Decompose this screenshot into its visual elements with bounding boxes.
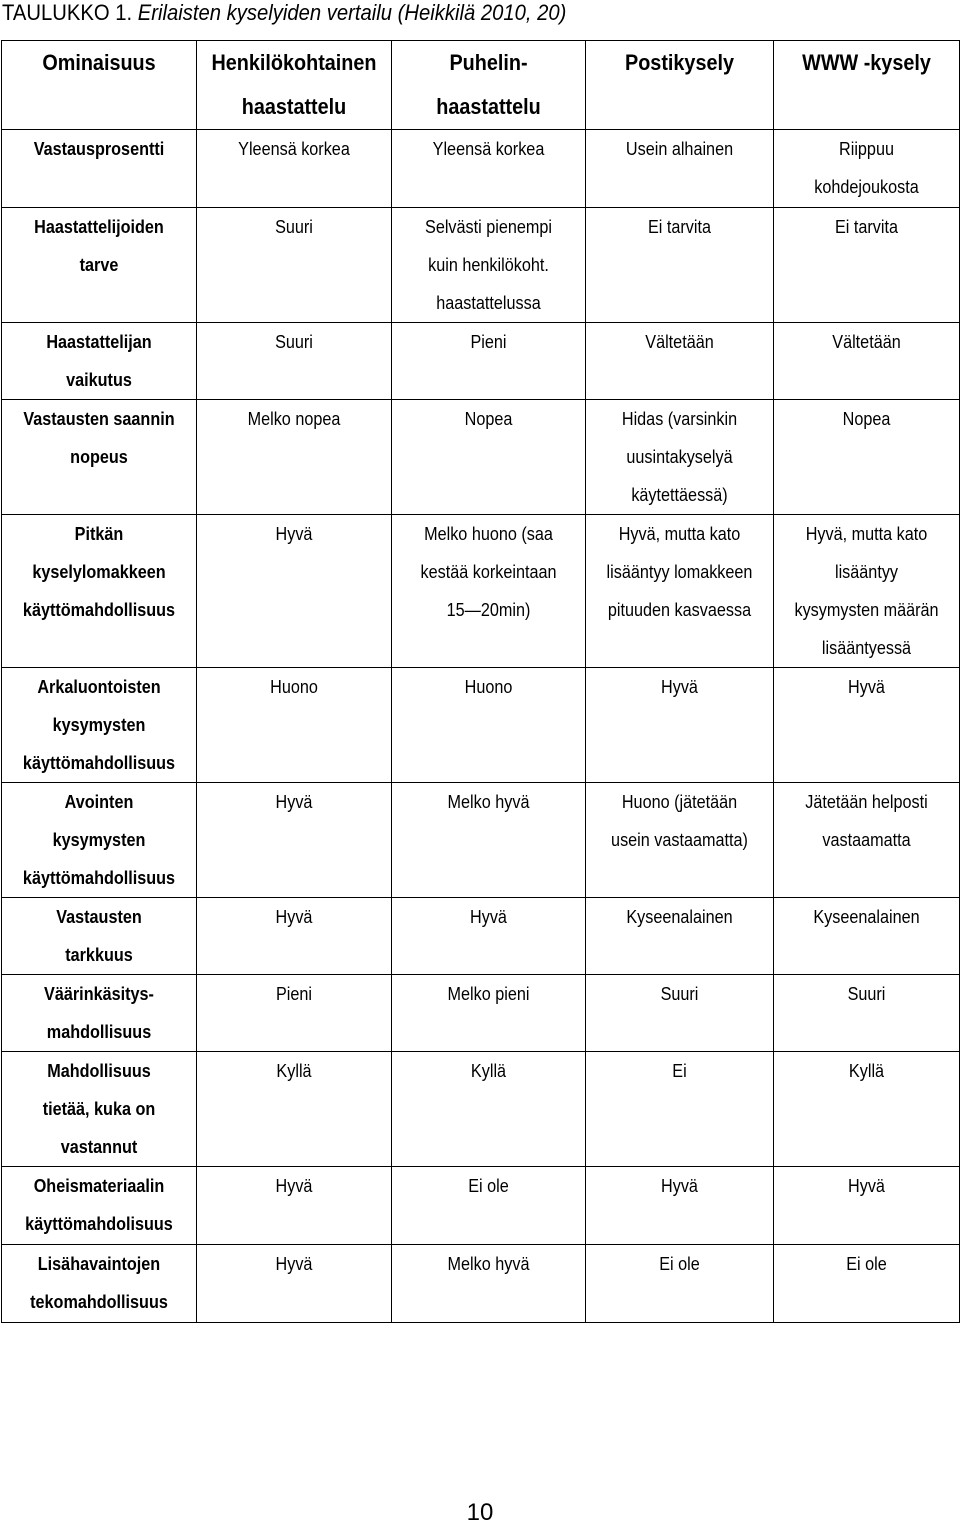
column-header-phone-interview: Puhelin- haastattelu xyxy=(392,41,586,130)
table-row xyxy=(2,1245,960,1323)
table-row xyxy=(2,400,960,515)
table-cell: Suuri xyxy=(197,323,392,400)
row-feature-label: Avointen kysymysten käyttömahdollisuus xyxy=(2,783,197,898)
table-cell: Melko hyvä xyxy=(392,783,586,898)
table-row xyxy=(2,783,960,898)
table-cell: Hyvä xyxy=(197,898,392,975)
table-cell: Ei ole xyxy=(774,1245,960,1323)
table-cell: Suuri xyxy=(586,975,774,1052)
table-cell: Yleensä korkea xyxy=(392,130,586,208)
table-header-row xyxy=(2,41,960,130)
table-cell: Nopea xyxy=(392,400,586,515)
table-cell: Suuri xyxy=(774,975,960,1052)
row-feature-label: Vastausten saannin nopeus xyxy=(2,400,197,515)
table-cell: Huono xyxy=(392,668,586,783)
table-cell: Kyseenalainen xyxy=(586,898,774,975)
table-cell: Ei ole xyxy=(392,1167,586,1245)
table-cell: Ei xyxy=(586,1052,774,1167)
table-cell: Vältetään xyxy=(586,323,774,400)
table-row xyxy=(2,208,960,323)
row-feature-label: Oheismateriaalin käyttömahdolisuus xyxy=(2,1167,197,1245)
table-cell: Ei tarvita xyxy=(774,208,960,323)
table-cell: Suuri xyxy=(197,208,392,323)
row-feature-label: Haastattelijan vaikutus xyxy=(2,323,197,400)
row-feature-label: Mahdollisuus tietää, kuka on vastannut xyxy=(2,1052,197,1167)
table-row xyxy=(2,975,960,1052)
table-row xyxy=(2,898,960,975)
table-cell: Hyvä xyxy=(586,1167,774,1245)
table-cell: Kyseenalainen xyxy=(774,898,960,975)
caption-label: TAULUKKO 1. xyxy=(2,0,133,25)
table-cell: Melko pieni xyxy=(392,975,586,1052)
table-cell: Hidas (varsinkin uusintakyselyä käytettäessä) xyxy=(586,400,774,515)
column-header-personal-interview: Henkilökohtainen haastattelu xyxy=(197,41,392,130)
table-cell: Pieni xyxy=(392,323,586,400)
table-caption xyxy=(2,0,566,26)
table-cell: Kyllä xyxy=(774,1052,960,1167)
table-cell: Huono xyxy=(197,668,392,783)
table-cell: Hyvä xyxy=(197,1167,392,1245)
table-row xyxy=(2,1167,960,1245)
table-cell: Selvästi pienempi kuin henkilökoht. haastattelussa xyxy=(392,208,586,323)
table-cell: Pieni xyxy=(197,975,392,1052)
table-row xyxy=(2,668,960,783)
table-row xyxy=(2,130,960,208)
caption-text: Erilaisten kyselyiden vertailu (Heikkilä 2010, 20) xyxy=(137,0,567,25)
page-number: 10 xyxy=(466,1499,494,1526)
table-cell: Hyvä xyxy=(197,1245,392,1323)
table-cell: Melko hyvä xyxy=(392,1245,586,1323)
table-cell: Melko nopea xyxy=(197,400,392,515)
survey-comparison-table xyxy=(1,40,960,1323)
table-cell: Vältetään xyxy=(774,323,960,400)
table-cell: Jätetään helposti vastaamatta xyxy=(774,783,960,898)
column-header-mail-survey: Postikysely xyxy=(586,41,774,130)
table-cell: Hyvä xyxy=(586,668,774,783)
row-feature-label: Lisähavaintojen tekomahdollisuus xyxy=(2,1245,197,1323)
table-row xyxy=(2,323,960,400)
table-cell: Riippuu kohdejoukosta xyxy=(774,130,960,208)
table-cell: Nopea xyxy=(774,400,960,515)
row-feature-label: Vastausten tarkkuus xyxy=(2,898,197,975)
table-cell: Hyvä xyxy=(197,515,392,668)
row-feature-label: Pitkän kyselylomakkeen käyttömahdollisuus xyxy=(2,515,197,668)
table-cell: Ei ole xyxy=(586,1245,774,1323)
table-cell: Hyvä, mutta kato lisääntyy lomakkeen pituuden kasvaessa xyxy=(586,515,774,668)
table-row xyxy=(2,515,960,668)
table-cell: Hyvä xyxy=(197,783,392,898)
table-cell: Yleensä korkea xyxy=(197,130,392,208)
table-cell: Hyvä, mutta kato lisääntyy kysymysten määrän lisääntyessä xyxy=(774,515,960,668)
table-cell: Usein alhainen xyxy=(586,130,774,208)
table-cell: Melko huono (saa kestää korkeintaan 15—20min) xyxy=(392,515,586,668)
row-feature-label: Vastausprosentti xyxy=(2,130,197,208)
table-cell: Kyllä xyxy=(197,1052,392,1167)
row-feature-label: Haastattelijoiden tarve xyxy=(2,208,197,323)
table-cell: Huono (jätetään usein vastaamatta) xyxy=(586,783,774,898)
table-cell: Hyvä xyxy=(774,668,960,783)
column-header-feature: Ominaisuus xyxy=(2,41,197,130)
column-header-web-survey: WWW -kysely xyxy=(774,41,960,130)
table-cell: Ei tarvita xyxy=(586,208,774,323)
table-cell: Hyvä xyxy=(392,898,586,975)
table-cell: Hyvä xyxy=(774,1167,960,1245)
table-cell: Kyllä xyxy=(392,1052,586,1167)
row-feature-label: Arkaluontoisten kysymysten käyttömahdollisuus xyxy=(2,668,197,783)
table-row xyxy=(2,1052,960,1167)
row-feature-label: Väärinkäsitys- mahdollisuus xyxy=(2,975,197,1052)
